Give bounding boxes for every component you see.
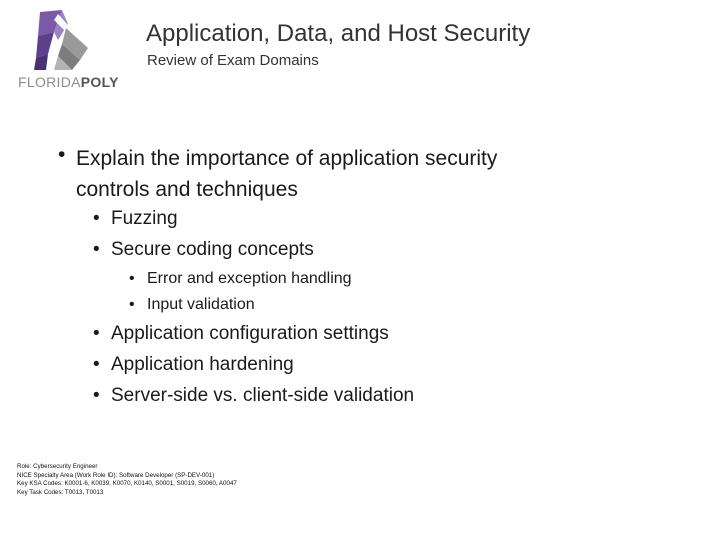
logo-text-florida: FLORIDA bbox=[18, 74, 81, 90]
bullet-dot-icon: • bbox=[129, 296, 135, 313]
logo-wordmark bbox=[18, 74, 119, 90]
bullet-error-handling-text: Error and exception handling bbox=[147, 270, 352, 287]
bullet-fuzzing bbox=[93, 208, 178, 230]
bullet-main-line2: controls and techniques bbox=[76, 178, 298, 201]
florida-poly-logo bbox=[18, 10, 128, 90]
logo-text-poly: POLY bbox=[80, 74, 119, 90]
bullet-dot-icon: • bbox=[93, 208, 100, 229]
logo-mark-icon bbox=[28, 10, 92, 72]
note-role: Role: Cybersecurity Engineer bbox=[17, 463, 98, 470]
bullet-app-hardening-text: Application hardening bbox=[111, 354, 294, 375]
footer-notes bbox=[17, 463, 237, 497]
note-task: Key Task Codes: T0013, T0013 bbox=[17, 488, 104, 496]
slide-title: Application, Data, and Host Security bbox=[146, 20, 531, 47]
bullet-app-config-text: Application configuration settings bbox=[111, 323, 389, 344]
bullet-dot-icon: • bbox=[129, 270, 135, 287]
bullet-main-line1: Explain the importance of application security bbox=[76, 147, 498, 170]
bullet-dot-icon: • bbox=[93, 239, 100, 260]
bullet-fuzzing-text: Fuzzing bbox=[111, 208, 178, 229]
slide-subtitle: Review of Exam Domains bbox=[147, 52, 319, 69]
bullet-input-validation-text: Input validation bbox=[147, 296, 255, 313]
bullet-dot-icon: • bbox=[93, 385, 100, 406]
bullet-server-client-text: Server-side vs. client-side validation bbox=[111, 385, 415, 406]
bullet-dot-icon: • bbox=[93, 354, 100, 375]
bullet-error-handling bbox=[129, 270, 352, 288]
bullet-dot-icon: • bbox=[93, 323, 100, 344]
bullet-server-client bbox=[93, 385, 414, 407]
bullet-secure-coding bbox=[93, 239, 314, 261]
bullet-main bbox=[58, 143, 497, 205]
note-nice: NICE Specialty Area (Work Role ID): Software Developer (SP-DEV-001) bbox=[17, 471, 215, 479]
bullet-app-hardening bbox=[93, 354, 294, 376]
bullet-input-validation bbox=[129, 296, 255, 314]
bullet-app-config bbox=[93, 323, 389, 345]
bullet-dot-icon: • bbox=[58, 143, 66, 166]
bullet-secure-coding-text: Secure coding concepts bbox=[111, 239, 314, 260]
note-ksa: Key KSA Codes: K0001-6, K0039, K0070, K0140, S0001, S0019, S0060, A0047 bbox=[17, 480, 237, 488]
